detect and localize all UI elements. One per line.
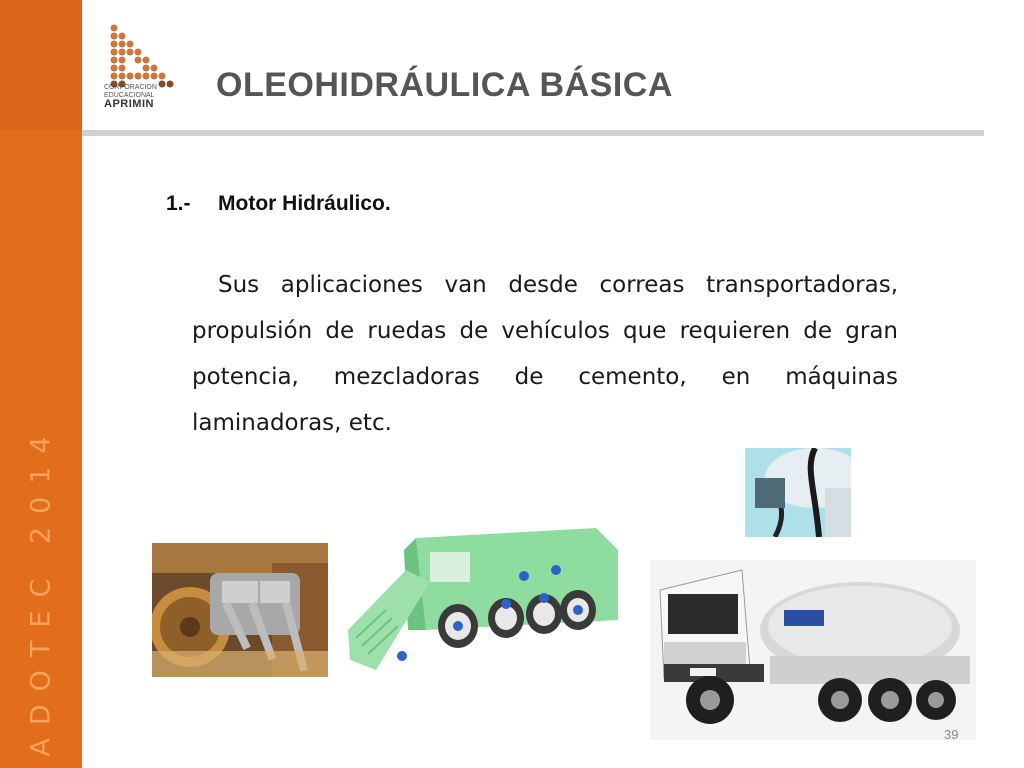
logo-caption	[104, 84, 178, 108]
concrete-mixer-truck-photo	[650, 560, 976, 740]
hydraulic-motor-photo	[152, 543, 328, 677]
logo-brand: APRIMIN	[104, 98, 154, 110]
left-sidebar	[0, 0, 82, 768]
body-paragraph: Sus aplicaciones van desde correas transportadoras, propulsión de ruedas de vehículos que requieren de gran potencia, mezcladoras de cemento, en máquinas laminadoras, etc.	[192, 272, 898, 436]
logo-line2: EDUCACIONAL	[104, 92, 155, 99]
title-divider	[82, 130, 984, 136]
logo-line1: CORPORACION	[104, 84, 157, 91]
section-heading	[166, 192, 391, 216]
section-title: Motor Hidráulico.	[218, 192, 391, 215]
section-number: 1.-	[166, 192, 191, 215]
mixer-motor-photo	[745, 448, 851, 537]
page-title: OLEOHIDRÁULICA BÁSICA	[216, 66, 673, 104]
sidebar-vertical-text: ADOTEC 2014	[25, 423, 57, 757]
green-vehicle-diagram	[346, 510, 622, 680]
page-number: 39	[944, 727, 959, 742]
sidebar-top-band	[0, 0, 82, 130]
